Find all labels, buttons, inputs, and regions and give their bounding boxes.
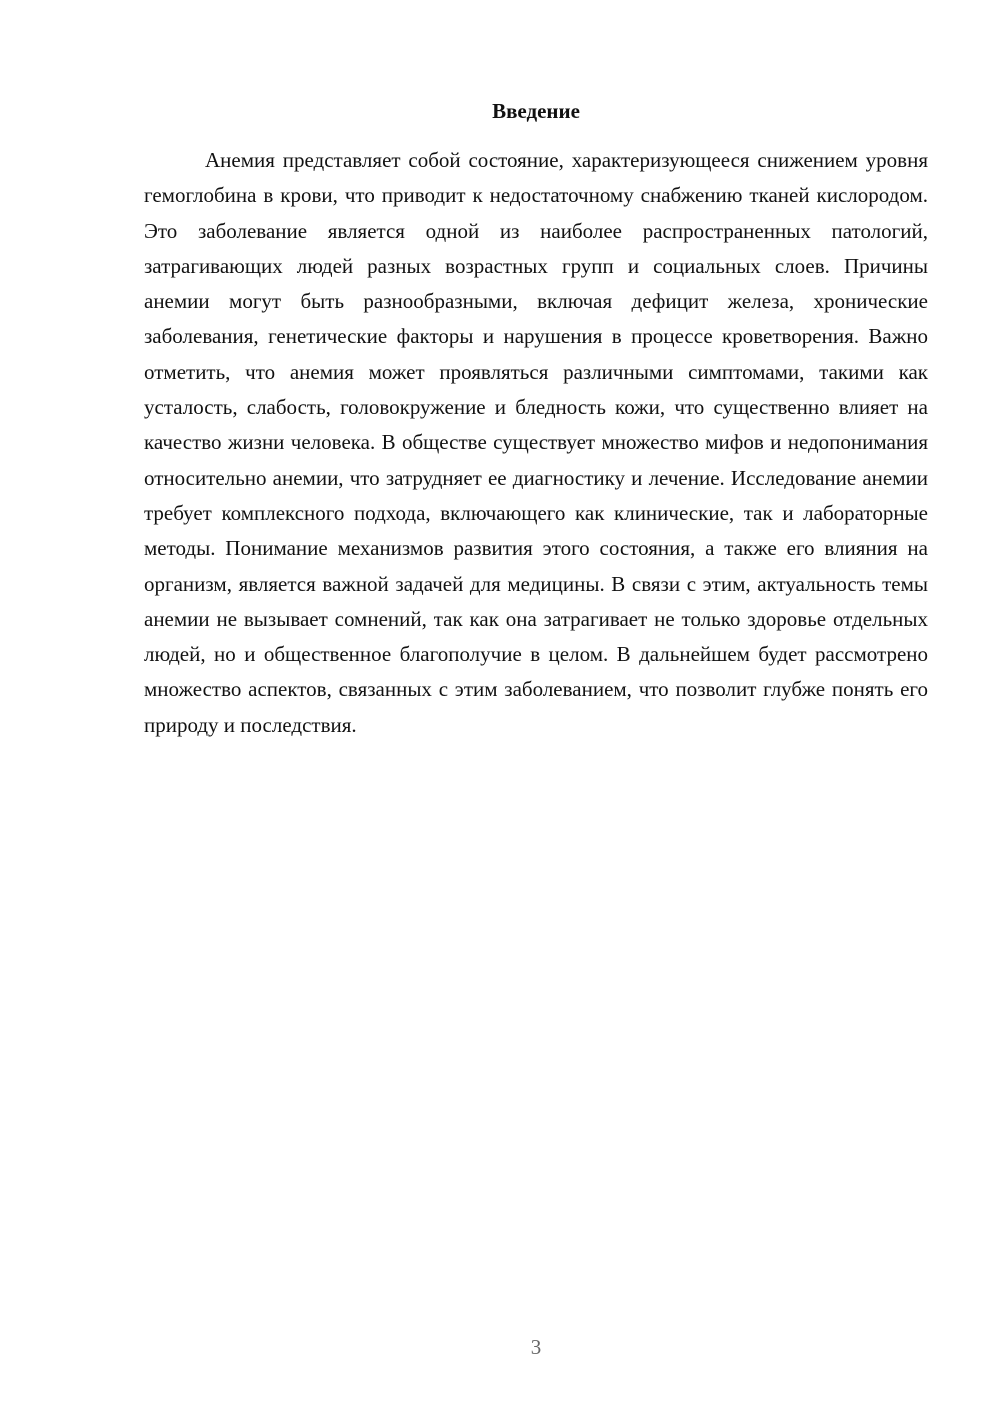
body-paragraph: Анемия представляет собой состояние, характеризующееся снижением уровня гемоглобина в крови, что приводит к недостаточному снабжению тканей кислородом. Это заболевание является одной из наиболее распространенных патологий, затрагивающих людей разных возрастных групп и социальных слоев. Причины анемии могут быть разнообразными, включая дефицит железа, хронические заболевания, генетические факторы и нарушения в процессе кроветворения. Важно отметить, что анемия может проявляться различными симптомами, такими как усталость, слабость, головокружение и бледность кожи, что существенно влияет на качество жизни человека. В обществе существует множество мифов и недопонимания относительно анемии, что затрудняет ее диагностику и лечение. Исследование анемии требует комплексного подхода, включающего как клинические, так и лабораторные методы. Понимание механизмов развития этого состояния, а также его влияния на организм, является важной задачей для медицины. В связи с этим, актуальность темы анемии не вызывает сомнений, так как она затрагивает не только здоровье отдельных людей, но и общественное благополучие в целом. В дальнейшем будет рассмотрено множество аспектов, связанных с этим заболеванием, что позволит глубже понять его природу и последствия. [144,148,928,737]
page-number: 3 [530,1335,542,1359]
page-title: Введение [492,99,580,123]
